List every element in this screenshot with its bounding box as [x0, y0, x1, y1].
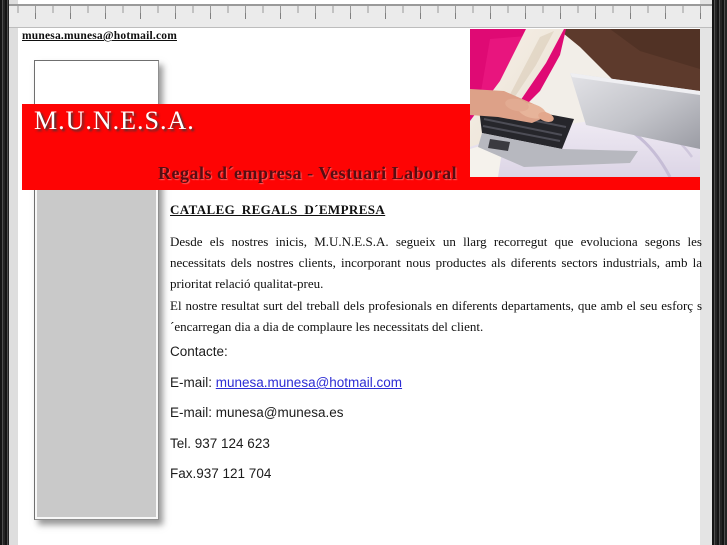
- company-tagline: Regals d´empresa - Vestuari Laboral: [158, 163, 458, 183]
- team-paragraph: El nostre resultat surt del treball dels profesionals en diferents departaments, que amb el seu esforç s´encarregan dia a dia de complaure les necessitats del client.: [170, 298, 702, 334]
- window-frame-left: [0, 0, 9, 545]
- horizontal-ruler: [9, 4, 712, 28]
- contact-label: Contacte:: [170, 344, 228, 359]
- contact-fax-line: Fax.937 121 704: [170, 466, 272, 481]
- intro-paragraph: Desde els nostres inicis, M.U.N.E.S.A. segueix un llarg recorregut que evoluciona segons les necessitats dels nostres clients, incorporant nous productes als diferents sectors industrials, amb la prioritat relació qualitat-preu.: [170, 234, 702, 291]
- window-frame-right: [712, 0, 727, 545]
- ruler-minor-ticks: [9, 6, 712, 13]
- contact-email-munesa-line: E-mail: munesa@munesa.es: [170, 405, 344, 420]
- contact-phone-line: Tel. 937 124 623: [170, 436, 270, 451]
- catalog-heading: CATALEG REGALS D´EMPRESA: [170, 202, 386, 217]
- email-prefix-label: E-mail:: [170, 375, 216, 390]
- left-margin-gutter: [9, 0, 18, 545]
- hotmail-email-link[interactable]: munesa.munesa@hotmail.com: [215, 375, 403, 390]
- woman-laptop-photo: [470, 29, 700, 177]
- woman-laptop-photo-art: [470, 29, 700, 177]
- company-title: M.U.N.E.S.A.: [34, 106, 195, 135]
- top-email-link[interactable]: munesa.munesa@hotmail.com: [22, 30, 177, 42]
- contact-email-hotmail-line: [170, 375, 702, 390]
